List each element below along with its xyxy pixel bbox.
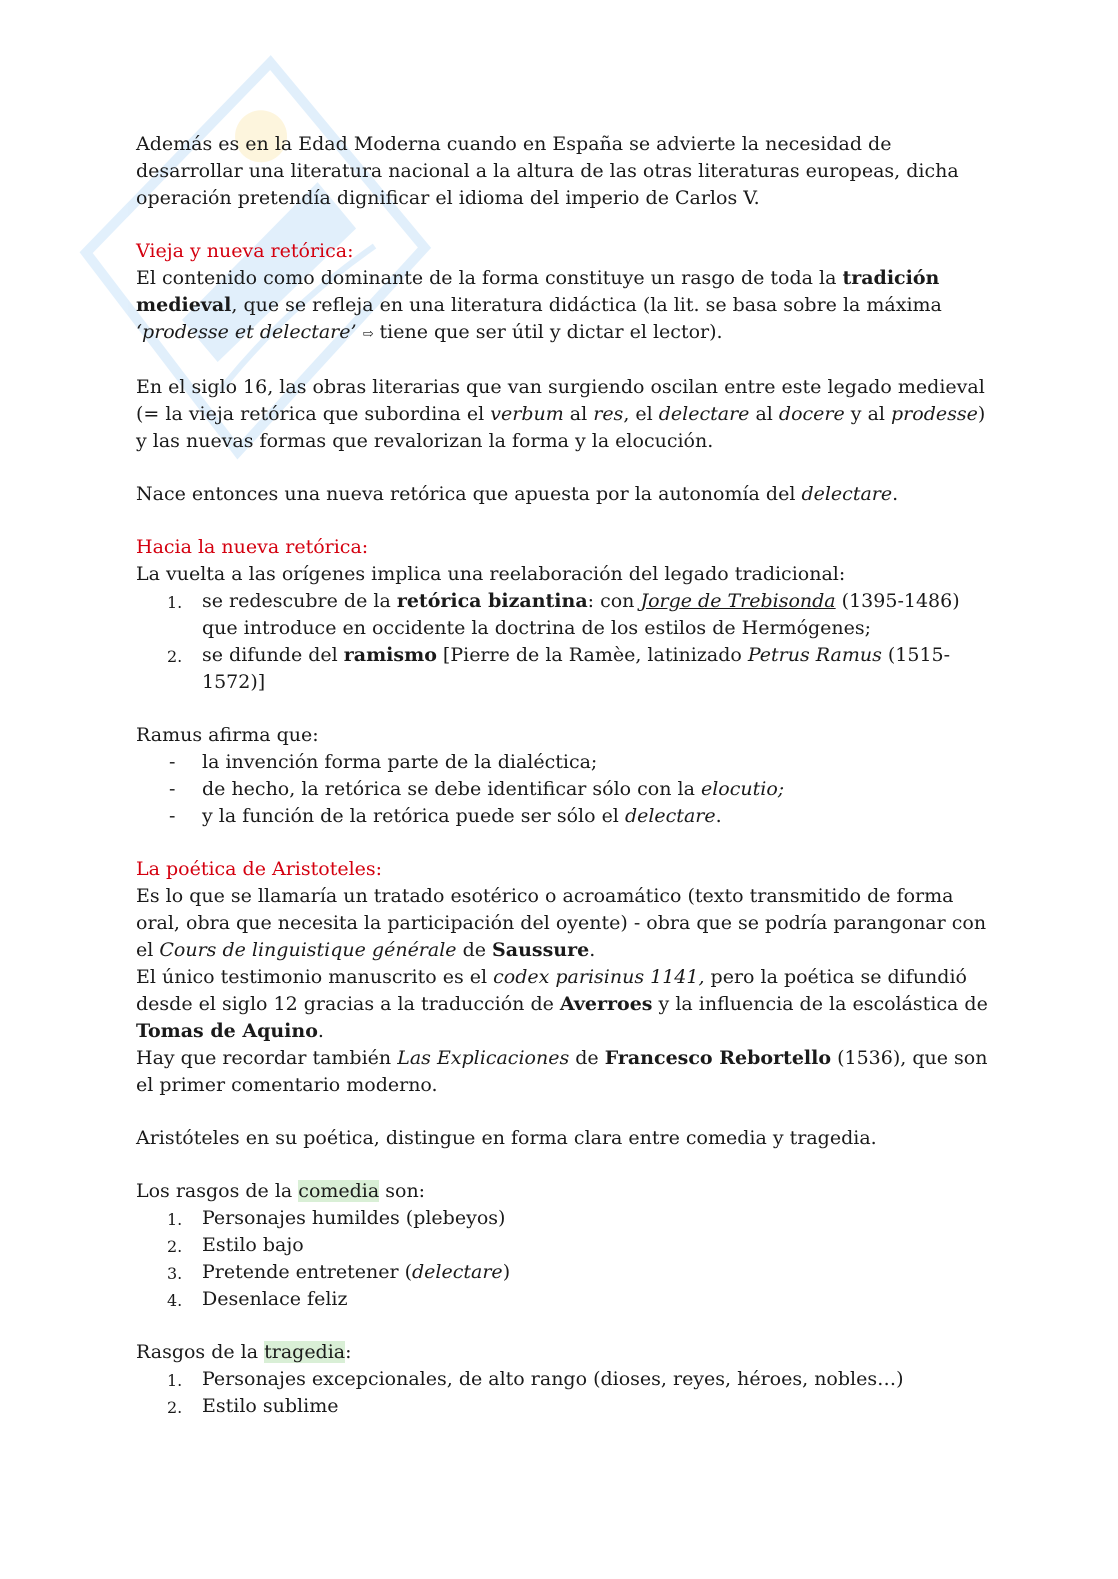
link-jorge-de-trebisonda: Jorge de Trebisonda (640, 590, 836, 612)
paragraph-codex: El único testimonio manuscrito es el codex parisinus 1141, pero la poética se difundió desde el siglo 12 gracias a la traducción de Averroes y la influencia de la escolástica de Tomas de Aquino. (136, 966, 988, 1042)
numbered-list-tragedia (136, 1366, 996, 1420)
list-item: 1. Personajes humildes (plebeyos) (167, 1207, 506, 1229)
list-item: 2. se difunde del ramismo [Pierre de la Ramèe, latinizado Petrus Ramus (1515-1572)] (167, 644, 951, 693)
highlight-tragedia: tragedia (264, 1341, 346, 1363)
paragraph-nueva-retorica: Nace entonces una nueva retórica que apuesta por la autonomía del delectare. (136, 483, 899, 505)
intro-paragraph: Además es en la Edad Moderna cuando en España se advierte la necesidad de desarrollar una literatura nacional a la altura de las otras literaturas europeas, dicha operación pretendía dignificar el idioma del imperio de Carlos V. (136, 133, 959, 209)
numbered-list-retorica (136, 588, 996, 696)
paragraph-contenido: El contenido como dominante de la forma constituye un rasgo de toda la tradición medieval, que se refleja en una literatura didáctica (la lit. se basa sobre la máxima ‘prodesse et delectare’ ⇨ tiene que ser útil y dictar el lector). (136, 267, 942, 343)
list-item: - la invención forma parte de la dialéctica; (169, 751, 598, 773)
list-item: 4. Desenlace feliz (167, 1288, 348, 1310)
heading-poetica-aristoteles: La poética de Aristoteles: (136, 858, 383, 880)
heading-vieja-nueva-retorica: Vieja y nueva retórica: (136, 240, 354, 262)
paragraph-rasgos-comedia: Los rasgos de la comedia son: (136, 1180, 426, 1202)
list-item: 3. Pretende entretener (delectare) (167, 1261, 511, 1283)
list-item: 1. se redescubre de la retórica bizantina: con Jorge de Trebisonda (1395-1486) que introduce en occidente la doctrina de los estilos de Hermógenes; (167, 590, 960, 639)
paragraph-rasgos-tragedia: Rasgos de la tragedia: (136, 1341, 352, 1363)
dash-list-ramus (136, 749, 996, 830)
document-page (136, 131, 996, 1420)
heading-hacia-nueva-retorica: Hacia la nueva retórica: (136, 536, 369, 558)
paragraph-siglo-16: En el siglo 16, las obras literarias que van surgiendo oscilan entre este legado medieval (= la vieja retórica que subordina el verbum al res, el delectare al docere y al prodesse) y las nuevas formas que revalorizan la forma y la elocución. (136, 376, 986, 452)
paragraph-vuelta-origenes: La vuelta a las orígenes implica una reelaboración del legado tradicional: (136, 563, 846, 585)
arrow-right-icon: ⇨ (362, 327, 374, 342)
list-item: - de hecho, la retórica se debe identificar sólo con la elocutio; (169, 778, 785, 800)
paragraph-explicaciones: Hay que recordar también Las Explicaciones de Francesco Rebortello (1536), que son el primer comentario moderno. (136, 1047, 988, 1096)
list-item: 2. Estilo sublime (167, 1395, 339, 1417)
list-item: 2. Estilo bajo (167, 1234, 304, 1256)
paragraph-tratado: Es lo que se llamaría un tratado esotérico o acroamático (texto transmitido de forma oral, obra que necesita la participación del oyente) - obra que se podría parangonar con el Cours de linguistique générale de Saussure. (136, 885, 987, 961)
paragraph-ramus: Ramus afirma que: (136, 724, 319, 746)
numbered-list-comedia (136, 1205, 996, 1313)
paragraph-comedia-tragedia: Aristóteles en su poética, distingue en forma clara entre comedia y tragedia. (136, 1127, 877, 1149)
list-item: - y la función de la retórica puede ser sólo el delectare. (169, 805, 722, 827)
highlight-comedia: comedia (298, 1180, 380, 1202)
list-item: 1. Personajes excepcionales, de alto rango (dioses, reyes, héroes, nobles…) (167, 1368, 904, 1390)
